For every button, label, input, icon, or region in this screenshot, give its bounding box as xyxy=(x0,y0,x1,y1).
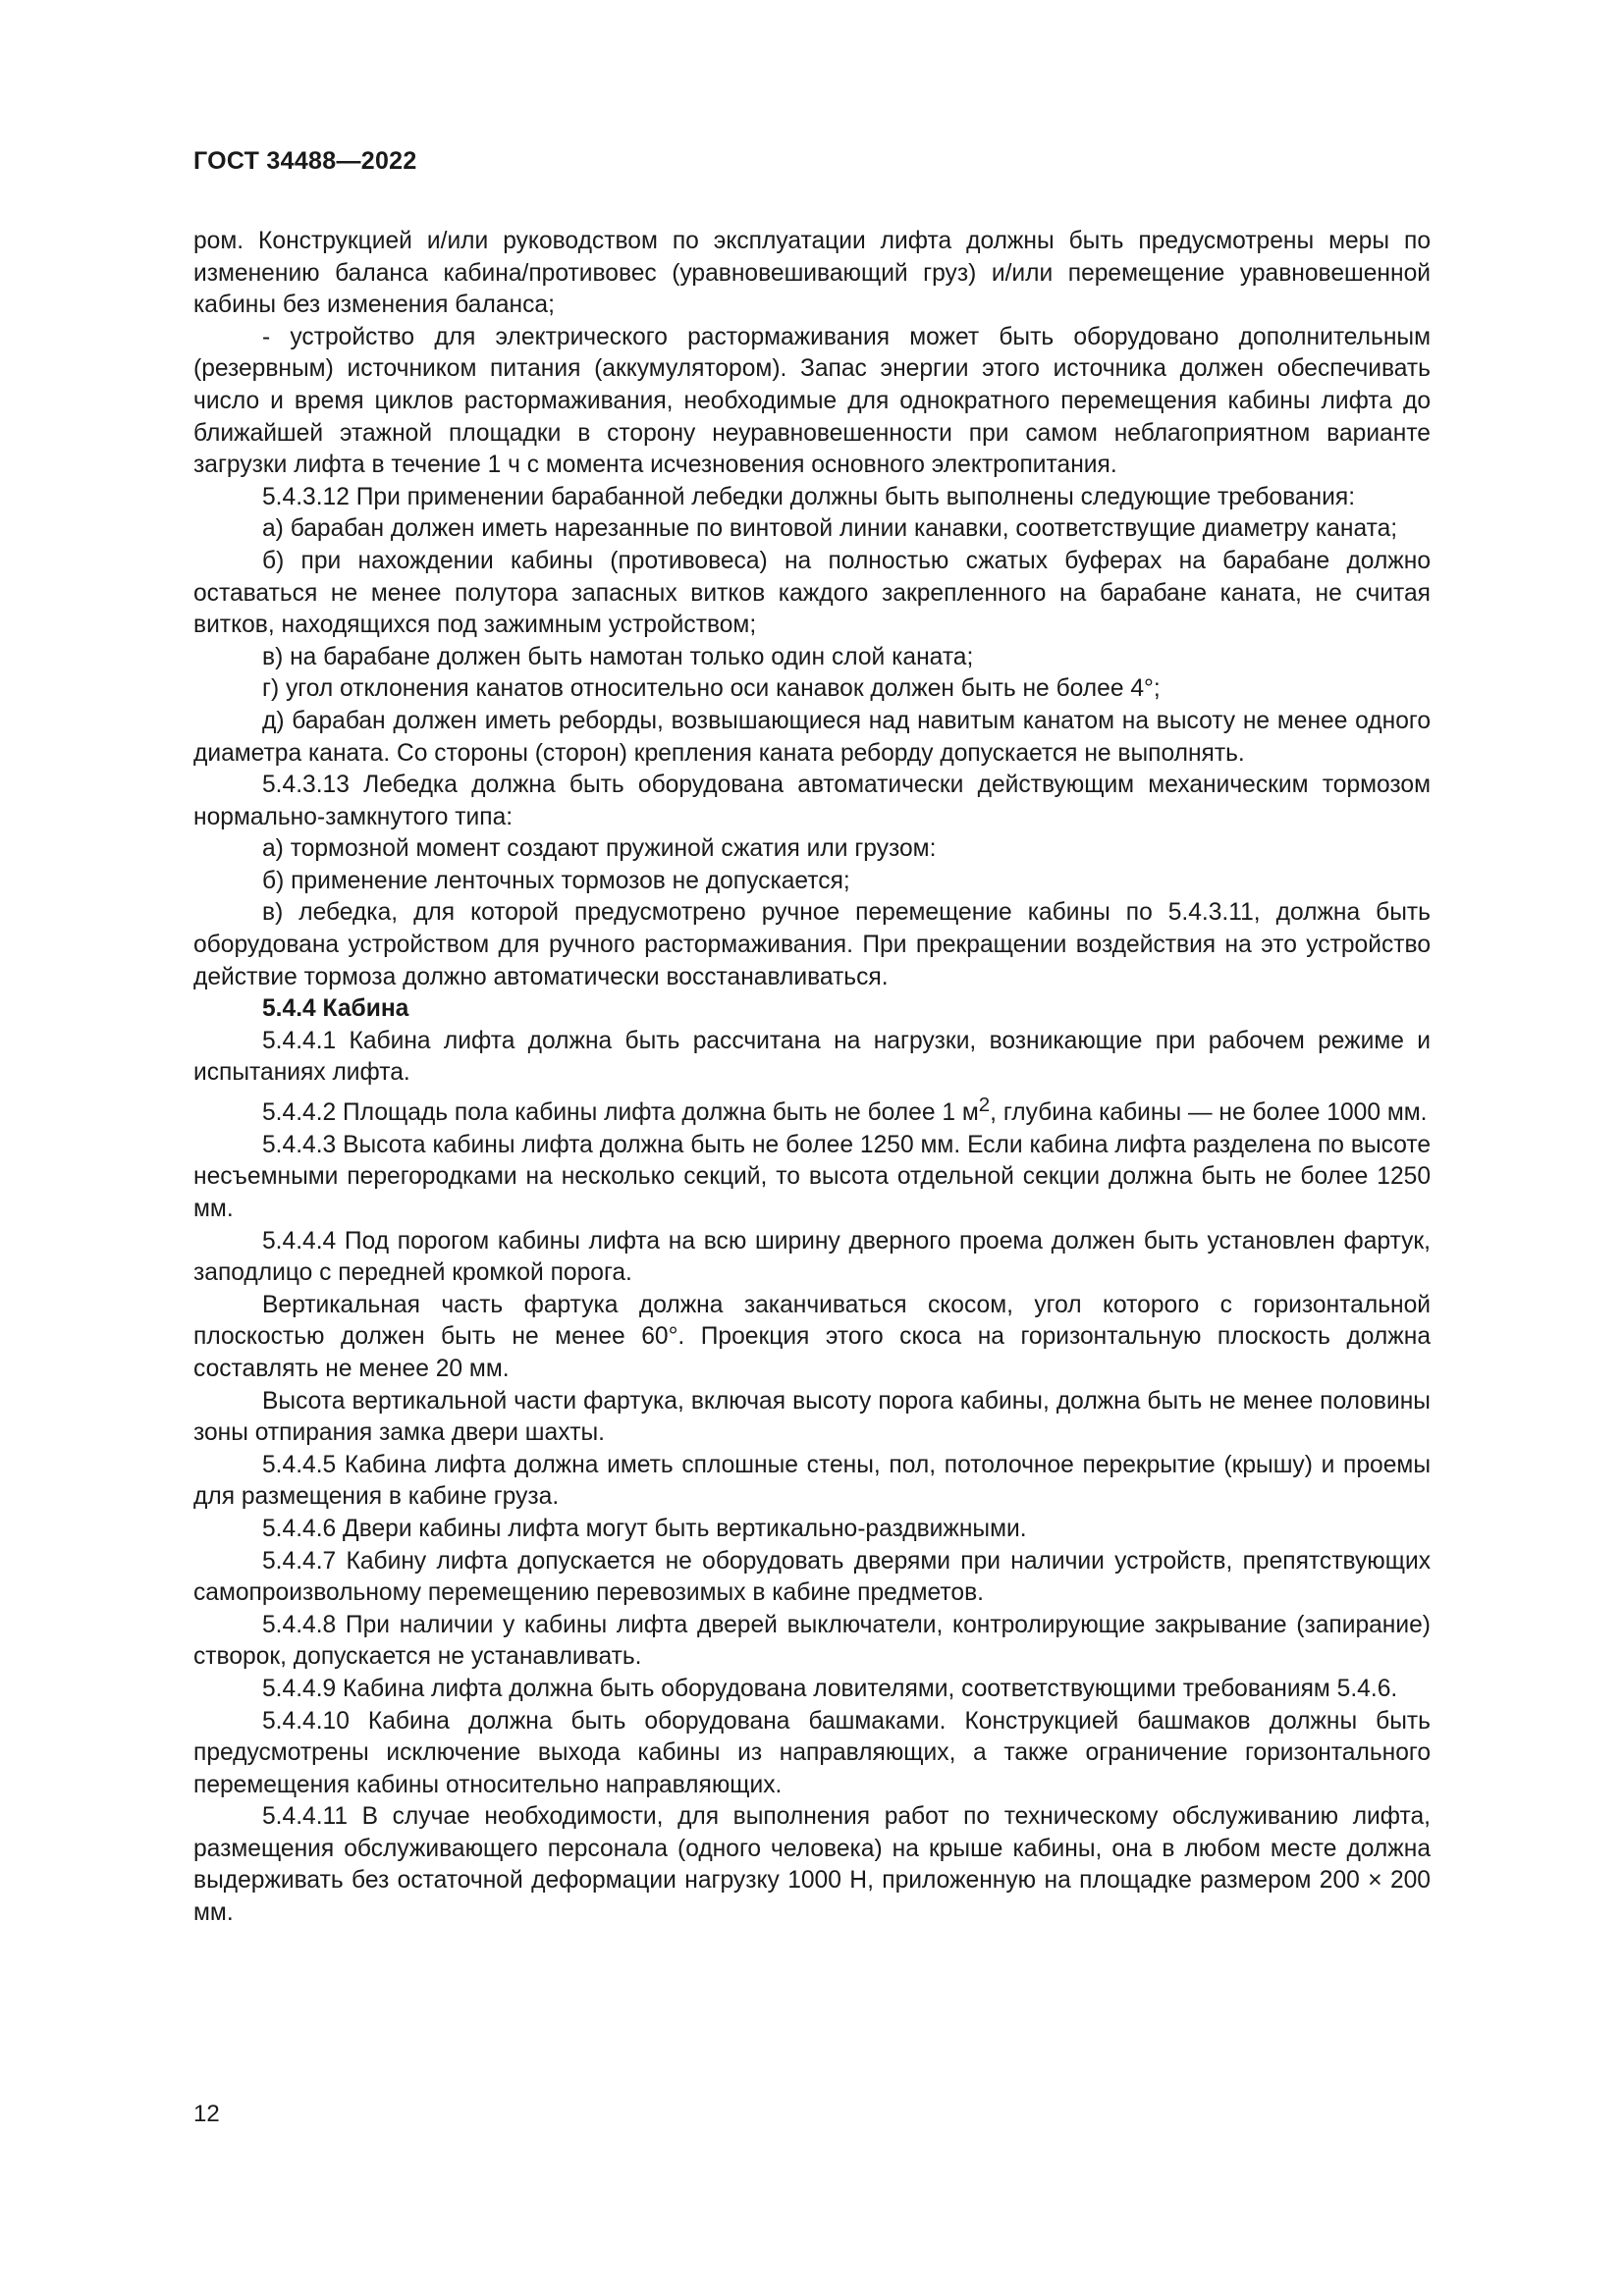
paragraph: Высота вертикальной части фартука, включая высоту порога кабины, должна быть не менее половины зоны отпирания замка двери шахты. xyxy=(193,1387,1431,1447)
paragraph xyxy=(193,1090,1431,1130)
paragraph-text: 5.4.4.2 Площадь пола кабины лифта должна быть не более 1 м xyxy=(262,1099,979,1127)
paragraph: 5.4.4.1 Кабина лифта должна быть рассчитана на нагрузки, возникающие при рабочем режиме и испытаниях лифта. xyxy=(193,1027,1431,1087)
document-body xyxy=(193,226,1431,1930)
section-heading: 5.4.4 Кабина xyxy=(262,995,409,1023)
list-item: б) применение ленточных тормозов не допускается; xyxy=(262,867,850,894)
list-item: в) лебедка, для которой предусмотрено ручное перемещение кабины по 5.4.3.11, должна быть оборудована устройством для ручного растормаживания. При прекращении воздействия на это устройство действие тормоза должно автоматически восстанавливаться. xyxy=(193,899,1431,990)
paragraph-text: , глубина кабины — не более 1000 мм. xyxy=(990,1099,1428,1127)
paragraph: 5.4.3.13 Лебедка должна быть оборудована автоматически действующим механическим тормозом нормально-замкнутого типа: xyxy=(193,772,1431,830)
paragraph: 5.4.4.10 Кабина должна быть оборудована башмаками. Конструкцией башмаков должны быть предусмотрены исключение выхода кабины из направляющих, а также ограничение горизонтального перемещения кабины относительно направляющих. xyxy=(193,1707,1431,1798)
document-header: ГОСТ 34488—2022 xyxy=(193,147,417,175)
paragraph: 5.4.4.7 Кабину лифта допускается не оборудовать дверями при наличии устройств, препятствующих самопроизвольному перемещению перевозимых в кабине предметов. xyxy=(193,1547,1431,1607)
list-item: г) угол отклонения канатов относительно оси канавок должен быть не более 4°; xyxy=(262,675,1161,703)
paragraph: 5.4.4.8 При наличии у кабины лифта дверей выключатели, контролирующие закрывание (запирание) створок, допускается не устанавливать. xyxy=(193,1611,1431,1671)
page-number: 12 xyxy=(193,2101,220,2127)
paragraph: 5.4.4.3 Высота кабины лифта должна быть не более 1250 мм. Если кабина лифта разделена по высоте несъемными перегородками на несколько секций, то высота отдельной секции должна быть не более 1250 мм. xyxy=(193,1131,1431,1222)
superscript: 2 xyxy=(978,1094,991,1117)
paragraph: ром. Конструкцией и/или руководством по эксплуатации лифта должны быть предусмотрены меры по изменению баланса кабина/противовес (уравновешивающий груз) и/или перемещение уравновешенной кабины без изменения баланса; xyxy=(193,228,1431,319)
paragraph: 5.4.4.9 Кабина лифта должна быть оборудована ловителями, соответствующими требованиям 5.4.6. xyxy=(262,1675,1398,1702)
paragraph: 5.4.3.12 При применении барабанной лебедки должны быть выполнены следующие требования: xyxy=(262,483,1356,510)
paragraph: 5.4.4.6 Двери кабины лифта могут быть вертикально-раздвижными. xyxy=(262,1515,1027,1542)
paragraph: 5.4.4.5 Кабина лифта должна иметь сплошные стены, пол, потолочное перекрытие (крышу) и проемы для размещения в кабине груза. xyxy=(193,1451,1431,1511)
list-item: в) на барабане должен быть намотан только один слой каната; xyxy=(262,643,974,670)
list-item: д) барабан должен иметь реборды, возвышающиеся над навитым канатом на высоту не менее одного диаметра каната. Со стороны (сторон) крепления каната реборду допускается не выполнять. xyxy=(193,707,1431,767)
paragraph: Вертикальная часть фартука должна заканчиваться скосом, угол которого с горизонтальной плоскостью должен быть не менее 60°. Проекция этого скоса на горизонтальную плоскость должна составлять не менее 20 мм. xyxy=(193,1291,1431,1382)
list-item: а) тормозной момент создают пружиной сжатия или грузом: xyxy=(262,835,937,863)
list-item: б) при нахождении кабины (противовеса) на полностью сжатых буферах на барабане должно оставаться не менее полутора запасных витков каждого закрепленного на барабане каната, не считая витков, находящихся под зажимным устройством; xyxy=(193,547,1431,639)
paragraph: - устройство для электрического растормаживания может быть оборудовано дополнительным (резервным) источником питания (аккумулятором). Запас энергии этого источника должен обеспечивать число и время циклов растормаживания, необходимые для однократного перемещения кабины лифта до ближайшей этажной площадки в сторону неуравновешенности при самом неблагоприятном варианте загрузки лифта в течение 1 ч с момента исчезновения основного электропитания. xyxy=(193,323,1431,479)
list-item: а) барабан должен иметь нарезанные по винтовой линии канавки, соответствущие диаметру каната; xyxy=(262,515,1398,543)
paragraph: 5.4.4.4 Под порогом кабины лифта на всю ширину дверного проема должен быть установлен фартук, заподлицо с передней кромкой порога. xyxy=(193,1227,1431,1287)
paragraph: 5.4.4.11 В случае необходимости, для выполнения работ по техническому обслуживанию лифта, размещения обслуживающего персонала (одного человека) на крыше кабины, она в любом месте должна выдерживать без остаточной деформации нагрузку 1000 Н, приложенную на площадке размером 200 × 200 мм. xyxy=(193,1803,1431,1927)
